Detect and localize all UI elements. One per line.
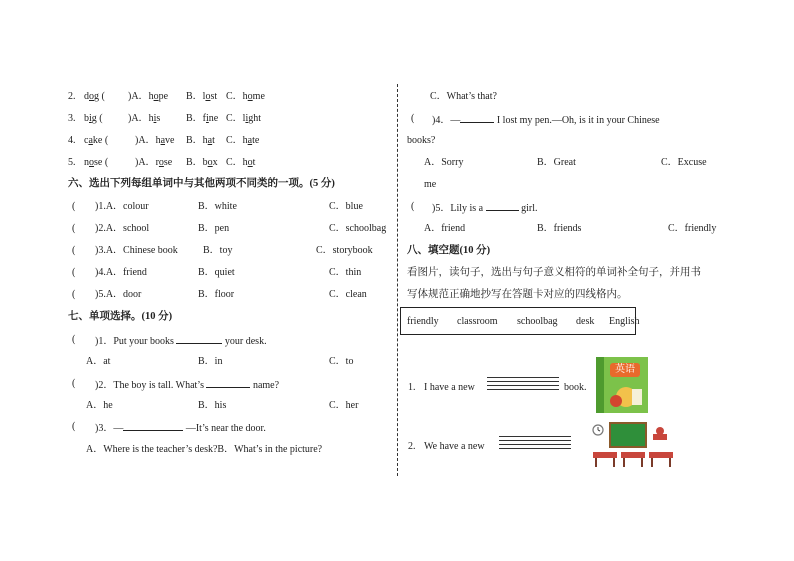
option-c: C．hate xyxy=(226,135,260,146)
answer-blank[interactable] xyxy=(460,113,494,123)
option-a: )A．his xyxy=(128,113,161,124)
question-text: )2．The boy is tall. What’s name? xyxy=(95,380,280,391)
english-book-image xyxy=(596,357,648,413)
option-b: B．his xyxy=(198,400,227,411)
option-c: C．thin xyxy=(329,267,362,278)
four-line-grid[interactable] xyxy=(499,436,571,452)
fill-pre: We have a new xyxy=(424,441,485,452)
answer-blank[interactable] xyxy=(486,201,519,211)
option-a: )2.A．school xyxy=(95,223,150,234)
option-b: B．Great xyxy=(537,157,576,168)
answer-paren[interactable]: ( xyxy=(72,267,76,278)
q-num: 5. xyxy=(68,157,76,168)
option-a: A．friend xyxy=(424,223,466,234)
section-7-title: 七、单项选择。(10 分) xyxy=(68,311,173,322)
option-c: C．storybook xyxy=(316,245,373,256)
question-text-cont: books? xyxy=(407,135,436,146)
word-bank-item: English xyxy=(609,316,640,327)
option-a: )4.A．friend xyxy=(95,267,147,278)
q-num: 2. xyxy=(68,91,76,102)
option-b: B．in xyxy=(198,356,223,367)
option-c: C．schoolbag xyxy=(329,223,387,234)
answer-blank[interactable] xyxy=(176,334,222,344)
option-a: A．he xyxy=(86,400,113,411)
answer-paren[interactable]: ( xyxy=(72,334,76,345)
answer-paren[interactable]: ( xyxy=(72,378,76,389)
option-c: C．blue xyxy=(329,201,363,212)
section-8-title: 八、填空题(10 分) xyxy=(407,245,491,256)
target-word: cake ( xyxy=(84,135,109,146)
option-a: )5.A．door xyxy=(95,289,142,300)
answer-paren[interactable]: ( xyxy=(411,201,415,212)
target-word: nose ( xyxy=(84,157,109,168)
book-title: 英语 xyxy=(615,364,635,375)
fill-num: 1. xyxy=(408,382,416,393)
fill-post: book. xyxy=(564,382,587,393)
option-b: B．hat xyxy=(186,135,215,146)
answer-paren[interactable]: ( xyxy=(72,223,76,234)
option-a: A．at xyxy=(86,356,111,367)
option-b: B．pen xyxy=(198,223,230,234)
option-b: B．fine xyxy=(186,113,219,124)
option-c: C．hot xyxy=(226,157,256,168)
question-text: )1．Put your books your desk. xyxy=(95,336,267,347)
option-b: B．friends xyxy=(537,223,582,234)
option-c: C．clean xyxy=(329,289,367,300)
instruction-line-1: 看图片，读句子，选出与句子意义相符的单词补全句子，并用书 xyxy=(407,267,701,278)
word-bank-item: schoolbag xyxy=(517,316,558,327)
options-ab: A．Where is the teacher’s desk?B．What’s in the picture? xyxy=(86,444,323,455)
option-b: B．box xyxy=(186,157,218,168)
option-c: C．Excuse xyxy=(661,157,707,168)
answer-paren[interactable]: ( xyxy=(72,245,76,256)
option-a: A．Sorry xyxy=(424,157,464,168)
answer-paren[interactable]: ( xyxy=(411,113,415,124)
option-c: C．to xyxy=(329,356,354,367)
fill-num: 2. xyxy=(408,441,416,452)
option-b: B．toy xyxy=(203,245,233,256)
option-c-cont: me xyxy=(424,179,437,190)
option-b: B．quiet xyxy=(198,267,235,278)
answer-paren[interactable]: ( xyxy=(72,421,76,432)
option-c: C．light xyxy=(226,113,262,124)
target-word: big ( xyxy=(84,113,103,124)
classroom-image xyxy=(589,420,677,472)
section-6-title: 六、选出下列每组单词中与其他两项不同类的一项。(5 分) xyxy=(68,178,335,189)
instruction-line-2: 写体规范正确地抄写在答题卡对应的四线格内。 xyxy=(407,289,628,300)
option-b: B．white xyxy=(198,201,237,212)
option-b: B．floor xyxy=(198,289,235,300)
four-line-grid[interactable] xyxy=(487,377,559,393)
column-divider xyxy=(397,84,398,476)
target-word: dog ( xyxy=(84,91,105,102)
option-a: )A．have xyxy=(135,135,175,146)
q3-option-c: C．What’s that? xyxy=(430,91,497,102)
word-bank xyxy=(400,307,640,335)
word-bank-item: friendly xyxy=(407,316,439,327)
word-bank-item: desk xyxy=(576,316,595,327)
answer-blank[interactable] xyxy=(206,378,250,388)
option-a: )1.A．colour xyxy=(95,201,149,212)
question-text: )3．— —It’s near the door. xyxy=(95,423,266,434)
option-c: C．friendly xyxy=(668,223,717,234)
word-bank-item: classroom xyxy=(457,316,498,327)
question-text: )4．— I lost my pen.—Oh, is it in your Chinese xyxy=(432,115,660,126)
option-a: )3.A．Chinese book xyxy=(95,245,178,256)
answer-paren[interactable]: ( xyxy=(72,201,76,212)
answer-blank[interactable] xyxy=(123,421,183,431)
option-c: C．her xyxy=(329,400,359,411)
option-c: C．home xyxy=(226,91,265,102)
q-num: 3. xyxy=(68,113,76,124)
option-a: )A．hope xyxy=(128,91,169,102)
option-b: B．lost xyxy=(186,91,218,102)
fill-pre: I have a new xyxy=(424,382,475,393)
q-num: 4. xyxy=(68,135,76,146)
option-a: )A．rose xyxy=(135,157,173,168)
question-text: )5．Lily is a girl. xyxy=(432,203,538,214)
answer-paren[interactable]: ( xyxy=(72,289,76,300)
